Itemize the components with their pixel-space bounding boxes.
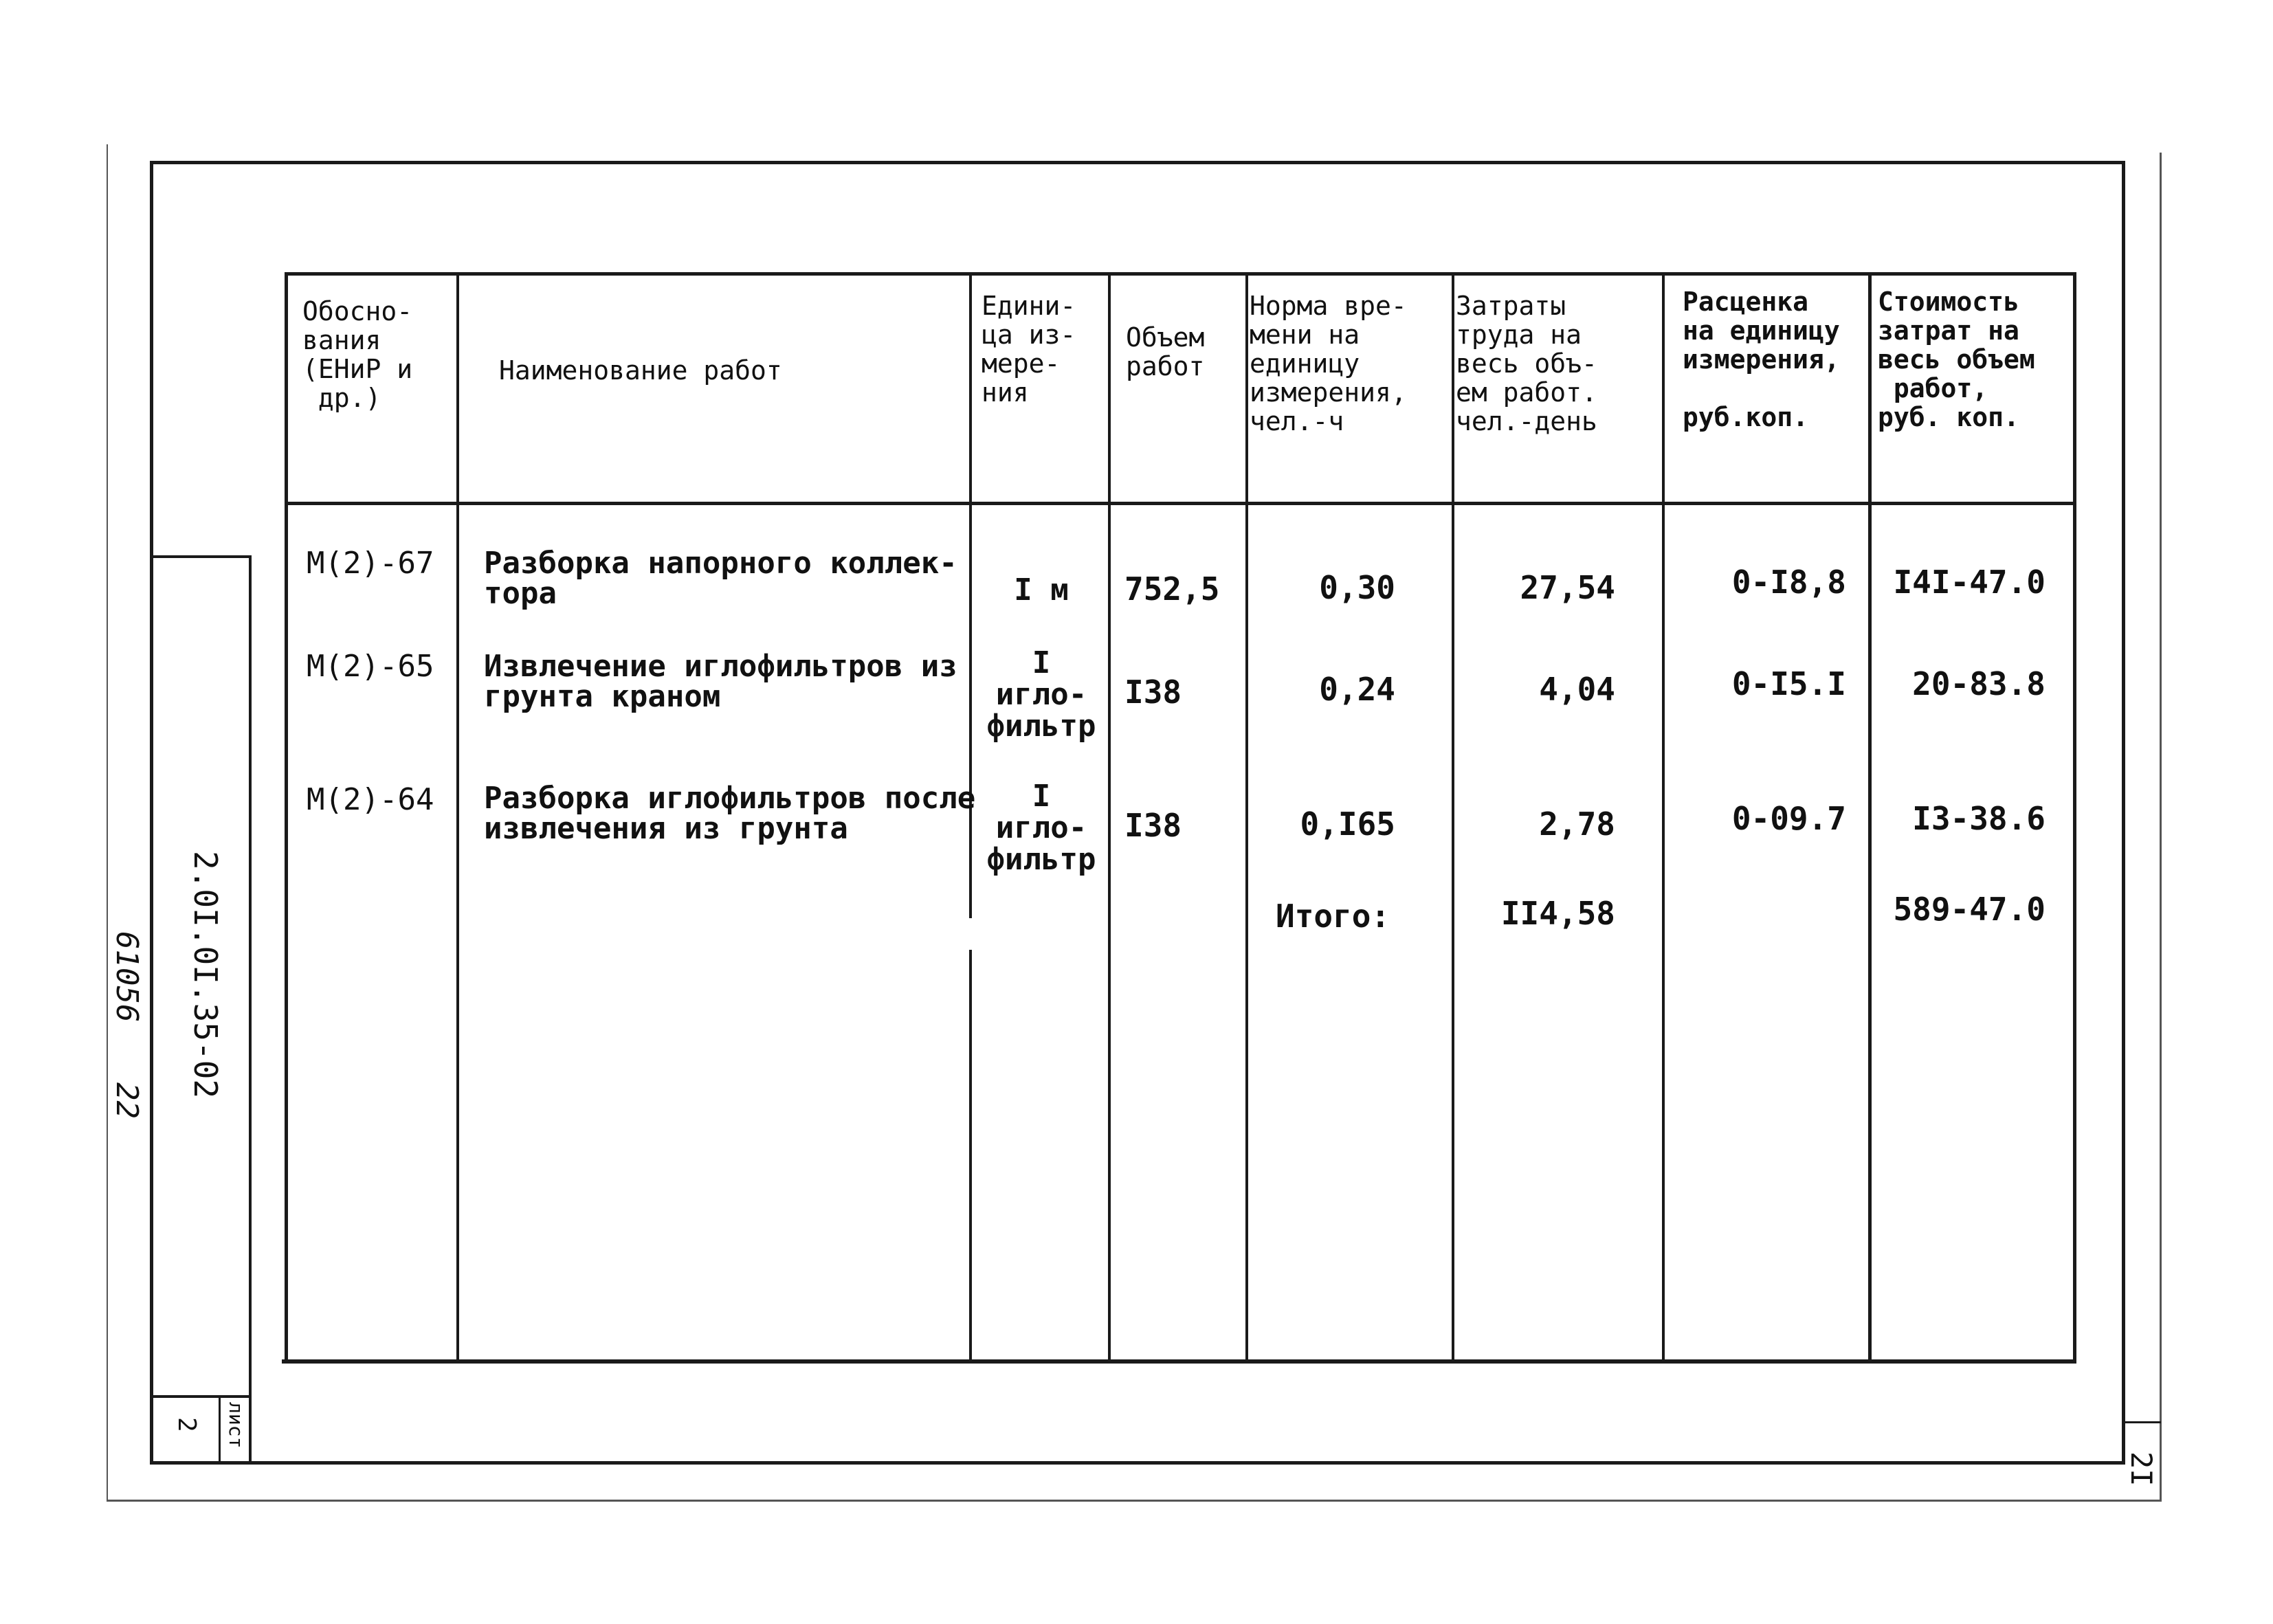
table-header-bottom	[287, 502, 2076, 505]
header-unit-price: Расценка на единицу измерения, руб.коп.	[1683, 287, 1840, 432]
sheet-label: лист	[225, 1402, 247, 1449]
row-unit-price: 0-09.7	[1731, 800, 1846, 837]
row-code: М(2)-67	[307, 546, 434, 581]
row-total-cost: I3-38.6	[1912, 800, 2045, 837]
row-work-name: Разборка иглофильтров после извлечения из грунта	[484, 781, 976, 846]
table-right	[2073, 272, 2076, 1364]
header-labor: Затраты труда на весь объ- ем работ. чел.-день	[1456, 291, 1597, 436]
row-labor: 4,04	[1539, 671, 1615, 708]
table-top	[287, 272, 2076, 276]
row-unit-price: 0-I5.I	[1731, 665, 1846, 702]
header-time-norm: Норма вре- мени на единицу измерения, чел.-ч	[1250, 291, 1407, 436]
header-basis: Обосно- вания (ЕНиР и др.)	[302, 296, 413, 413]
margin-sheet-divider	[219, 1395, 221, 1464]
stamp-number: 61056	[109, 931, 144, 1023]
page-number-box-top	[2125, 1421, 2161, 1423]
row-unit-price: 0-I8,8	[1731, 564, 1846, 601]
outer-right	[2160, 153, 2162, 1502]
row-unit: I м	[1014, 572, 1069, 608]
row-work-name: Извлечение иглофильтров из грунта краном	[484, 649, 957, 714]
frame-top	[150, 161, 2125, 164]
header-volume: Объем работ	[1126, 322, 1205, 381]
col-sep-6	[1662, 272, 1665, 1364]
col-sep-1	[456, 272, 459, 1364]
total-label: Итого:	[1276, 898, 1390, 935]
table-left	[285, 272, 288, 1364]
table-bottom	[282, 1359, 2076, 1364]
frame-left	[150, 161, 153, 1465]
sheet-number: 2	[173, 1417, 201, 1432]
row-time-norm: 0,I65	[1300, 805, 1395, 843]
header-unit: Едини- ца из- мере- ния	[982, 291, 1076, 408]
total-cost: 589-47.0	[1893, 891, 2045, 928]
col-sep-5	[1452, 272, 1454, 1364]
col-sep-2-lower	[969, 950, 972, 1364]
row-total-cost: 20-83.8	[1912, 665, 2045, 702]
row-volume: 752,5	[1124, 570, 1220, 608]
header-work-name: Наименование работ	[499, 355, 782, 386]
total-labor: II4,58	[1500, 895, 1615, 932]
margin-strip-divider	[150, 1395, 252, 1398]
margin-strip-right	[249, 555, 252, 1465]
row-total-cost: I4I-47.0	[1893, 564, 2045, 601]
col-sep-3	[1108, 272, 1111, 1364]
doc-code: 2.0I.0I.35-02	[187, 851, 224, 1099]
frame-right	[2122, 161, 2125, 1465]
row-code: М(2)-65	[307, 649, 434, 684]
row-code: М(2)-64	[307, 782, 434, 817]
row-volume: I38	[1124, 674, 1182, 711]
row-labor: 27,54	[1520, 569, 1615, 606]
row-time-norm: 0,30	[1319, 569, 1395, 606]
row-time-norm: 0,24	[1319, 671, 1395, 708]
outer-bottom	[107, 1500, 2162, 1502]
frame-bottom	[150, 1461, 2125, 1465]
outer-left	[107, 144, 108, 1502]
row-volume: I38	[1124, 807, 1182, 844]
row-labor: 2,78	[1539, 805, 1615, 843]
header-total-cost: Стоимость затрат на весь объем работ, руб. коп.	[1878, 287, 2035, 432]
col-sep-4	[1245, 272, 1248, 1364]
row-work-name: Разборка напорного коллек- тора	[484, 546, 957, 611]
row-unit: I игло- фильтр	[986, 645, 1096, 744]
col-sep-7	[1868, 272, 1872, 1364]
page-number: 2I	[2125, 1451, 2158, 1487]
stamp-page: 22	[109, 1082, 144, 1119]
row-unit: I игло- фильтр	[986, 779, 1096, 877]
margin-strip-top	[150, 555, 252, 558]
